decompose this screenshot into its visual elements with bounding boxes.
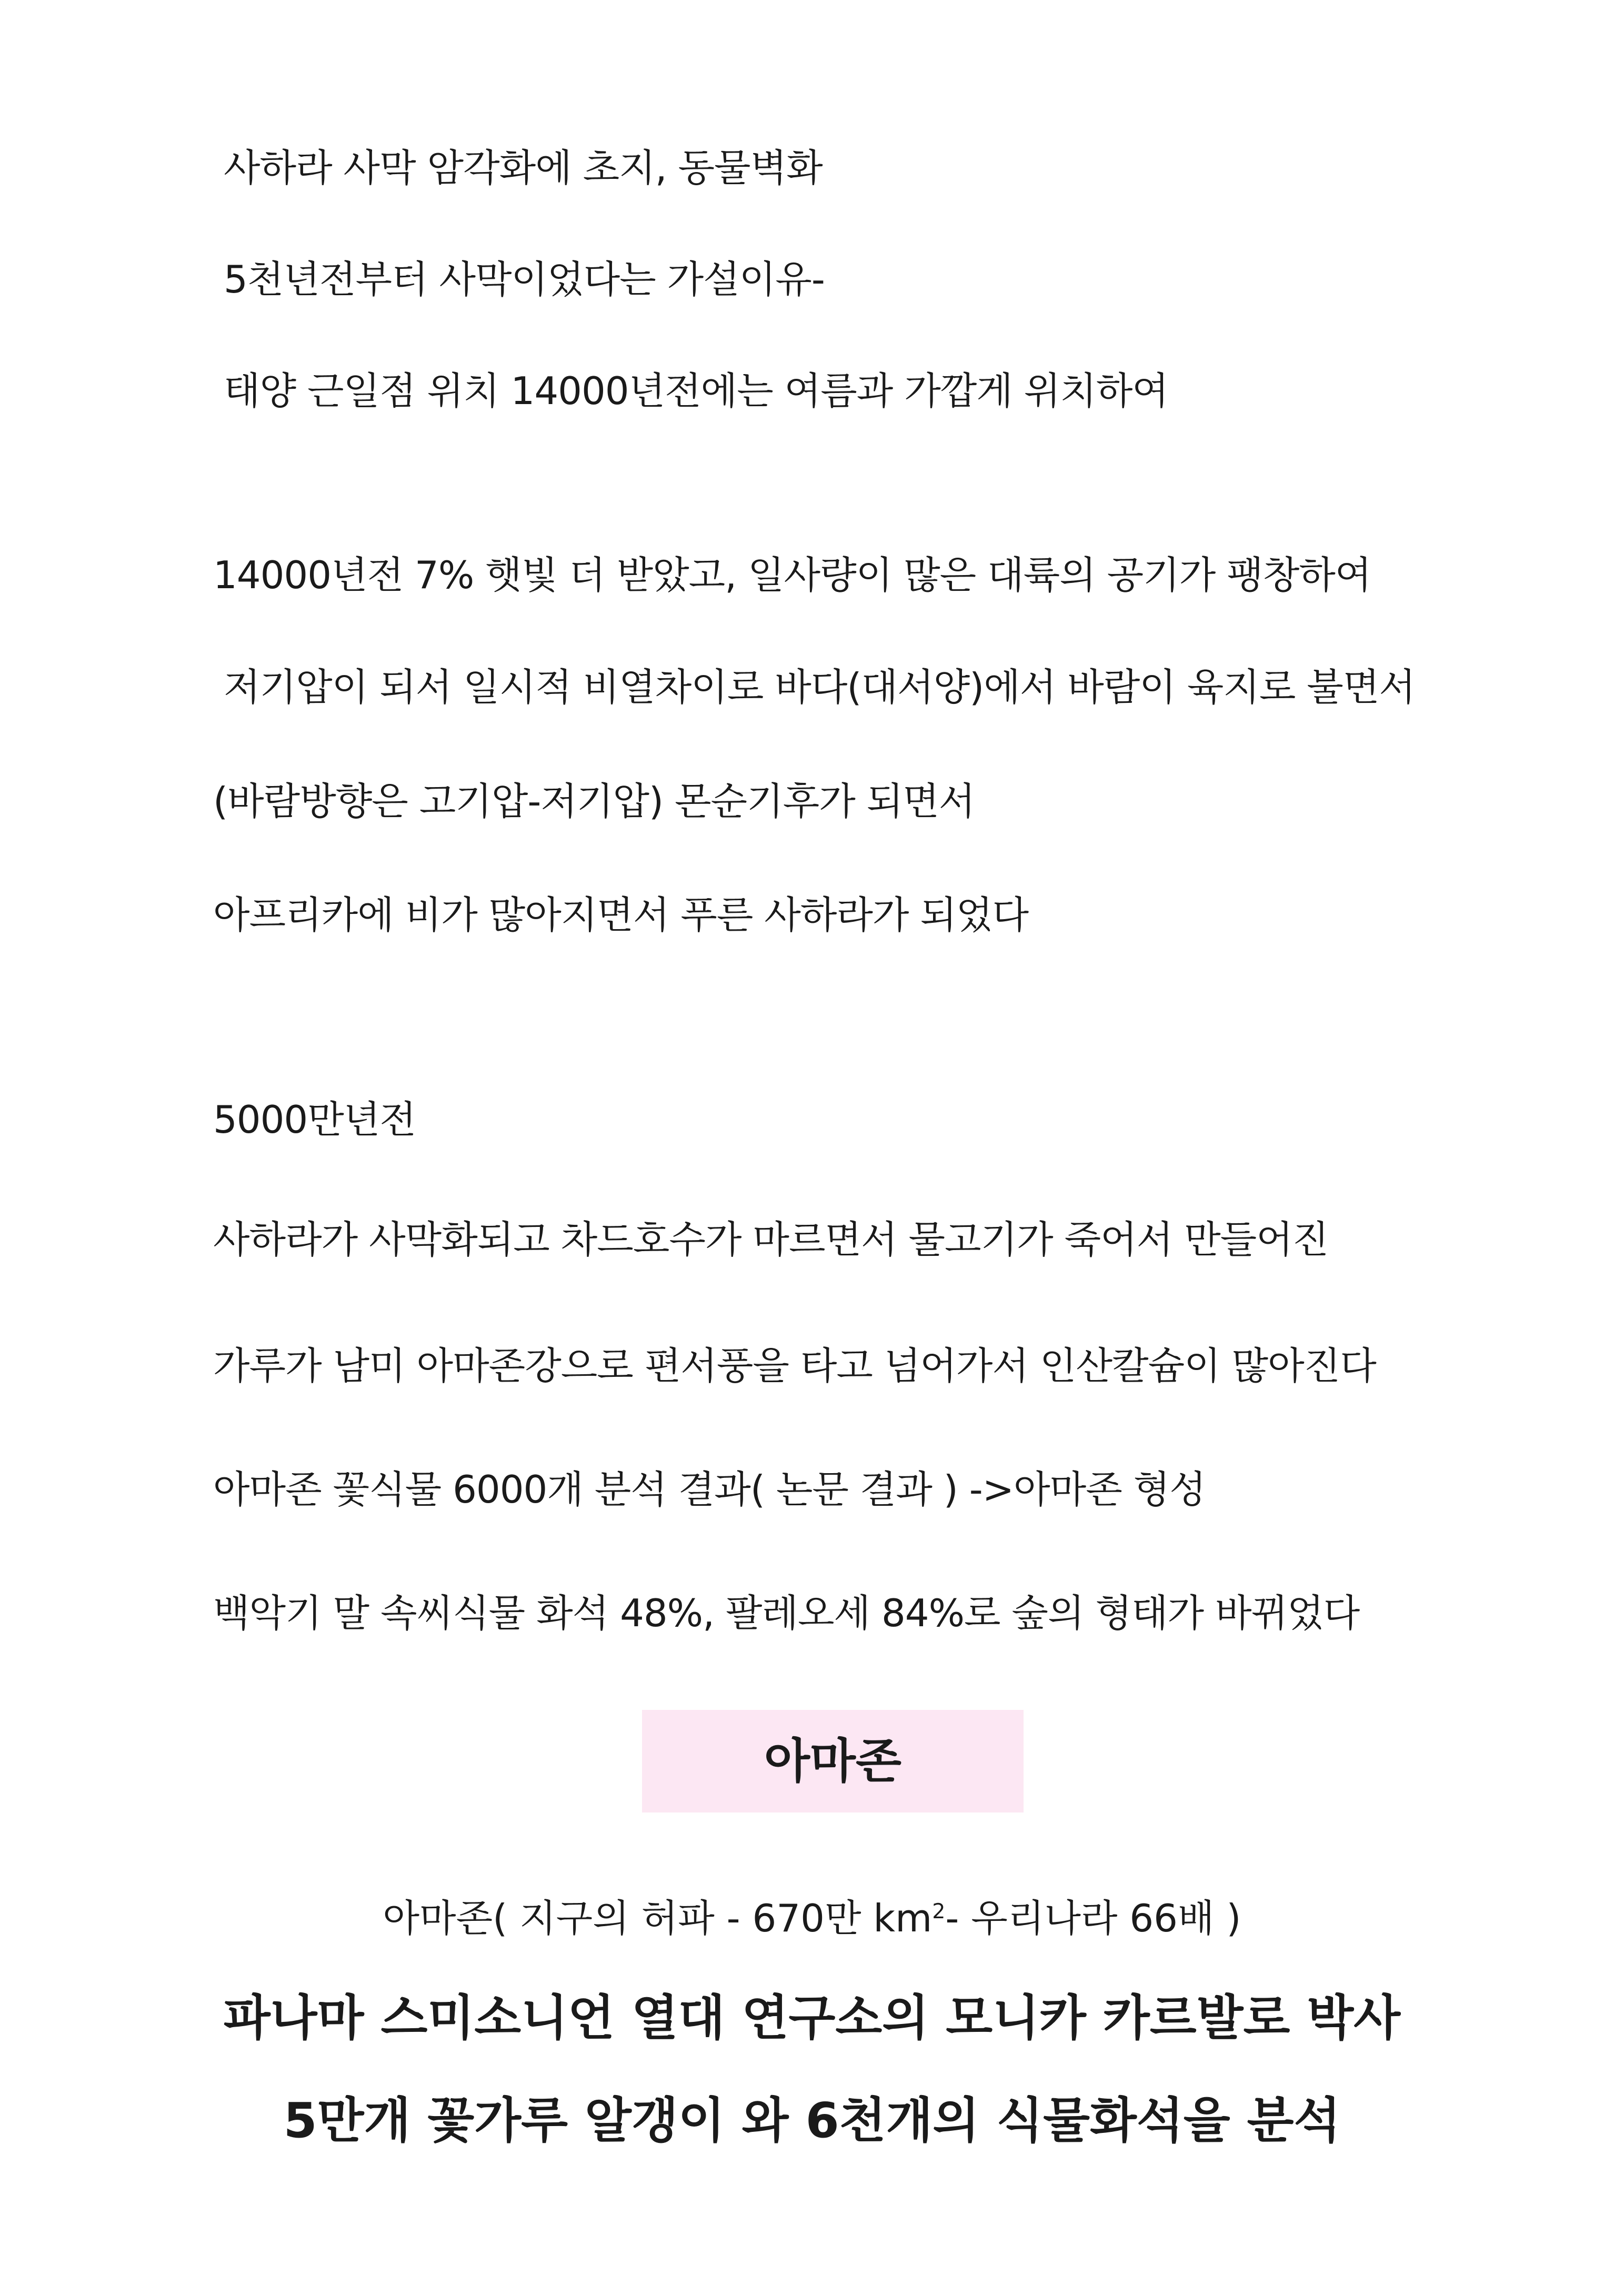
body-text-line: 저기압이 되서 일시적 비열차이로 바다(대서양)에서 바람이 육지로 불면서 [224, 665, 1415, 709]
body-text-line: 사하라가 사막화되고 차드호수가 마르면서 물고기가 죽어서 만들어진 [213, 1217, 1329, 1262]
amazon-summary-suffix: - 우리나라 66배 ) [945, 1896, 1241, 1940]
amazon-summary-prefix: 아마존( 지구의 허파 - 670만 km [383, 1896, 933, 1940]
section-heading-box [642, 1710, 1024, 1812]
body-text-line: 사하라 사막 암각화에 초지, 동물벽화 [224, 146, 823, 190]
body-text-line: 가루가 남미 아마존강으로 편서풍을 타고 넘어가서 인산칼슘이 많아진다 [213, 1344, 1376, 1388]
body-text-line: 14000년전 7% 햇빛 더 받았고, 일사량이 많은 대륙의 공기가 팽창하여 [213, 553, 1371, 597]
body-text-line: (바람방향은 고기압-저기압) 몬순기후가 되면서 [213, 779, 975, 823]
body-text-line: 5천년전부터 사막이었다는 가설이유- [224, 257, 825, 301]
superscript-two: 2 [932, 1899, 946, 1924]
body-text-line: 백악기 말 속씨식물 화석 48%, 팔레오세 84%로 숲의 형태가 바뀌었다 [213, 1591, 1360, 1635]
bold-text-line: 파나마 스미소니언 열대 연구소의 모니카 카르발로 박사 [223, 1990, 1401, 2046]
amazon-summary-line [0, 1896, 1624, 1940]
body-text-line: 태양 근일점 위치 14000년전에는 여름과 가깝게 위치하여 [224, 369, 1168, 413]
body-text-line: 5000만년전 [213, 1097, 416, 1142]
body-text-line: 아프리카에 비가 많아지면서 푸른 사하라가 되었다 [213, 893, 1029, 937]
bold-text-line: 5만개 꽃가루 알갱이 와 6천개의 식물화석을 분석 [283, 2092, 1341, 2149]
section-heading: 아마존 [764, 1733, 901, 1789]
body-text-line: 아마존 꽃식물 6000개 분석 결과( 논문 결과 ) ->아마존 형성 [213, 1467, 1206, 1512]
